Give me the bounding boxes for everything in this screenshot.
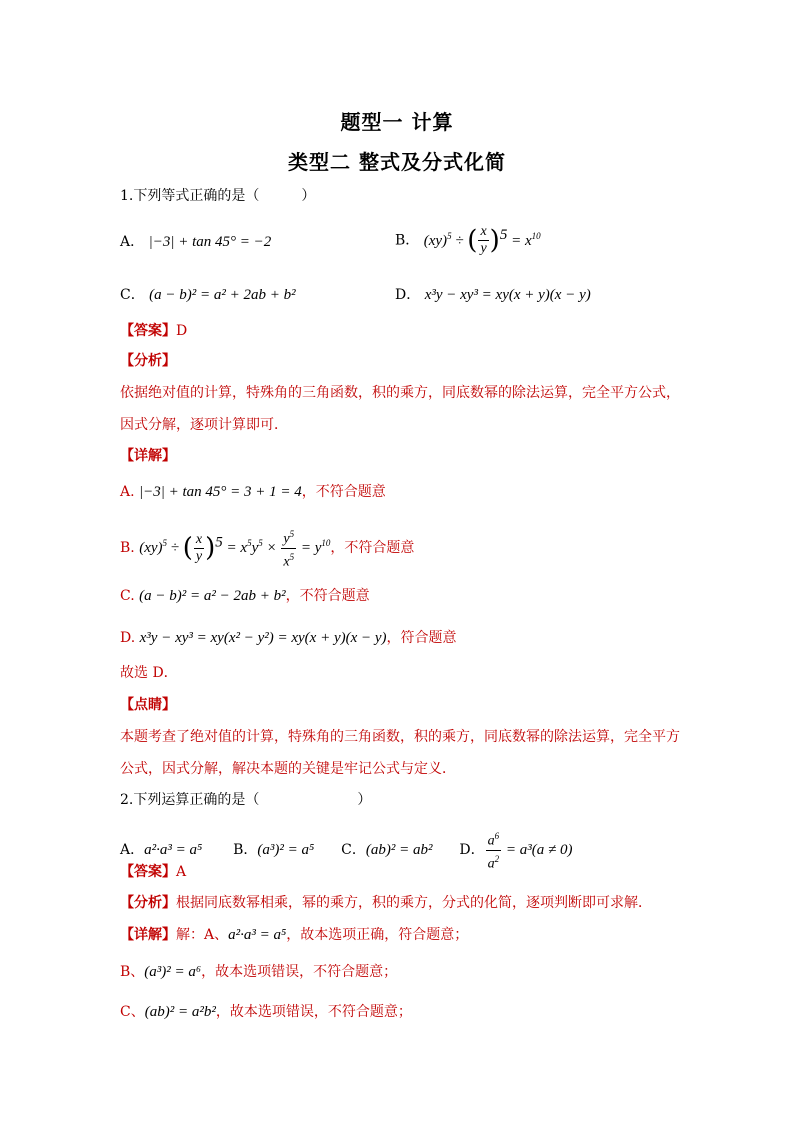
q1-detail-c: C. (a − b)² = a² − 2ab + b²，不符合题意: [120, 588, 370, 604]
q1-option-a: A． |−3| + tan 45° = −2: [120, 234, 272, 250]
q2-stem: 2.下列运算正确的是（ ）: [120, 792, 372, 808]
q1-stem: 1.下列等式正确的是（ ）: [120, 188, 316, 204]
q1-point: 本题考查了绝对值的计算，特殊角的三角函数，积的乘方，同底数幂的除法运算，完全平方公式，因式分解，解决本题的关键是牢记公式与定义．: [120, 729, 680, 777]
q1-analysis-tag: 【分析】: [120, 353, 176, 369]
q1-option-c-expr: (a − b)² = a² + 2ab + b²: [149, 287, 296, 303]
q2-analysis: 【分析】根据同底数幂相乘，幂的乘方，积的乘方，分式的化简，逐项判断即可求解．: [120, 895, 652, 911]
q2-options: A．a²·a³ = a⁵ B．(a³)² = a⁵ C．(ab)² = ab² D． $\frac{a^6}{a^2}$ = a³(a ≠ 0): [120, 828, 572, 872]
q1-point-tag: 【点睛】: [120, 697, 176, 713]
q1-detail-a: A. |−3| + tan 45° = 3 + 1 = 4，不符合题意: [120, 484, 386, 500]
q1-answer: 【答案】D: [120, 323, 188, 339]
q1-option-d-expr: x³y − xy³ = xy(x + y)(x − y): [424, 287, 591, 303]
q2-detail-a: 【详解】解：A、a²·a³ = a⁵，故本选项正确，符合题意；: [120, 927, 469, 943]
q2-detail-b: B、(a³)² = a⁶，故本选项错误，不符合题意；: [120, 964, 398, 980]
q2-detail-c: C、(ab)² = a²b²，故本选项错误，不符合题意；: [120, 1004, 412, 1020]
q1-detail-tag: 【详解】: [120, 448, 176, 464]
q1-option-b: B． (xy)$^5$ ÷ ( $\frac{x}{y}$ )$^5 = x^{10}$: [395, 224, 541, 256]
q1-option-a-expr: |−3| + tan 45° = −2: [148, 234, 272, 250]
q1-option-c: C． (a − b)² = a² + 2ab + b²: [120, 287, 296, 303]
q1-option-d: D． x³y − xy³ = xy(x + y)(x − y): [395, 287, 591, 303]
q1-detail-b: B. (xy)$^5$ ÷ ( $\frac{x}{y}$ )$^5 = x^5y^5$ × $\frac{y^5}{x^5}$ = $y^{10}$，不符合题意: [120, 526, 414, 570]
q1-analysis: 依据绝对值的计算，特殊角的三角函数，积的乘方，同底数幂的除法运算，完全平方公式，因式分解，逐项计算即可．: [120, 385, 680, 433]
q2-answer: 【答案】A: [120, 864, 187, 880]
q1-detail-d: D. x³y − xy³ = xy(x² − y²) = xy(x + y)(x − y)，符合题意: [120, 630, 457, 646]
main-title: 题型一 计算: [340, 110, 454, 134]
sub-title: 类型二 整式及分式化简: [288, 150, 506, 174]
q1-choose: 故选 D．: [120, 665, 178, 681]
